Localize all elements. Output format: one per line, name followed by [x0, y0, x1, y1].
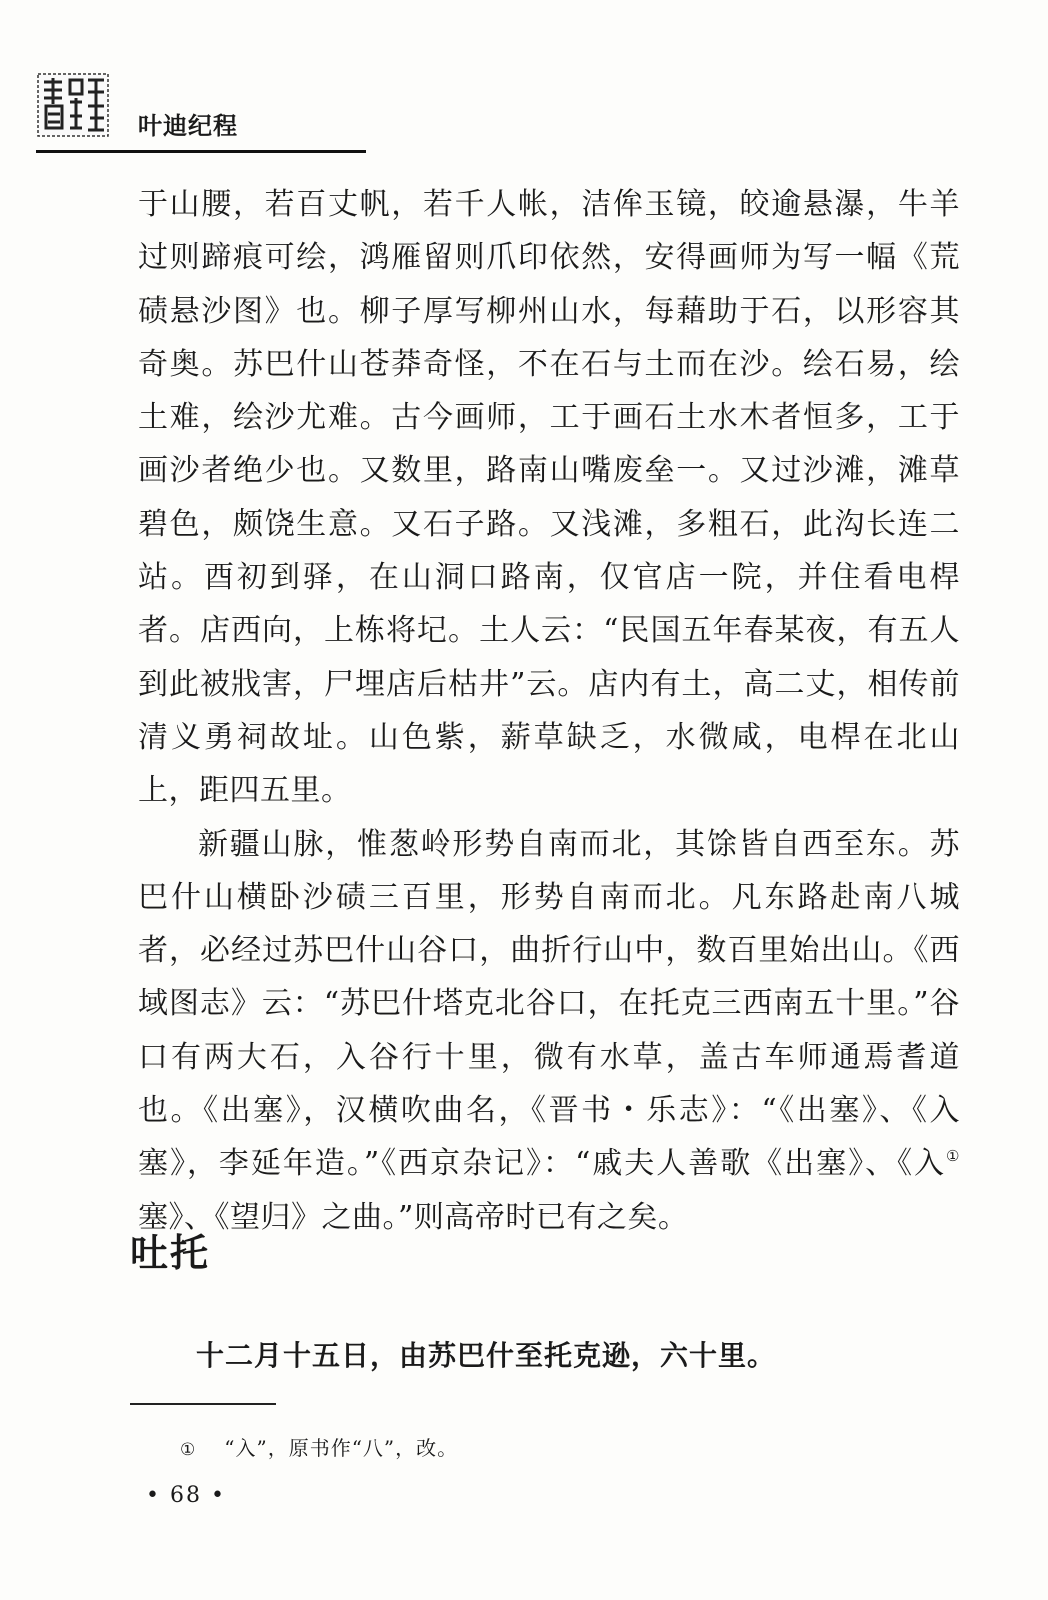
paragraph	[138, 818, 960, 1244]
paragraph-text-tail: 塞》、《望归》之曲。”则高帝时已有之矣。	[138, 1199, 689, 1235]
seal-stamp-logo	[36, 72, 110, 138]
footnote-mark: ①	[180, 1440, 197, 1460]
footnote-rule	[130, 1403, 276, 1405]
page-number: • 68 •	[146, 1483, 226, 1508]
paragraph: 于山腰，若百丈帆，若千人帐，洁侔玉镜，皎逾悬瀑，牛羊过则蹄痕可绘，鸿雁留则爪印依然，安得画师为写一幅《荒碛悬沙图》也。柳子厚写柳州山水，每藉助于石，以形容其奇奥。苏巴什山苍莽奇怪，不在石与土而在沙。绘石易，绘土难，绘沙尤难。古今画师，工于画石土水木者恒多，工于画沙者绝少也。又数里，路南山嘴废垒一。又过沙滩，滩草碧色，颇饶生意。又石子路。又浅滩，多粗石，此沟长连二站。酉初到驿，在山洞口路南，仅官店一院，并住看电桿者。店西向，上栋将圮。土人云：“民国五年春某夜，有五人到此被戕害，尸埋店后枯井”云。店内有土，高二丈，相传前清义勇祠故址。山色紫，薪草缺乏，水微咸，电桿在北山上，距四五里。	[138, 187, 960, 809]
section-title: 吐托	[130, 1231, 211, 1275]
footnote-text: “入”，原书作“八”，改。	[224, 1436, 459, 1460]
running-head: 叶迪纪程	[138, 112, 238, 140]
seal-stamp-icon	[36, 72, 110, 138]
footnote-reference[interactable]: ①	[946, 1147, 960, 1166]
header-rule	[36, 150, 366, 153]
footnote	[180, 1432, 458, 1461]
entry-heading: 十二月十五日，由苏巴什至托克逊，六十里。	[196, 1339, 777, 1372]
paragraph-text: 新疆山脉，惟葱岭形势自南而北，其馀皆自西至东。苏巴什山横卧沙碛三百里，形势自南而北。凡东路赴南八城者，必经过苏巴什山谷口，曲折行山中，数百里始出山。《西域图志》云：“苏巴什塔克北谷口，在托克三西南五十里。”谷口有两大石，入谷行十里，微有水草，盖古车师通焉耆道也。《出塞》，汉横吹曲名，《晋书・乐志》：“《出塞》、《入塞》，李延年造。”《西京杂记》：“戚夫人善歌《出塞》、《入	[138, 826, 960, 1182]
body-text	[138, 178, 960, 1244]
